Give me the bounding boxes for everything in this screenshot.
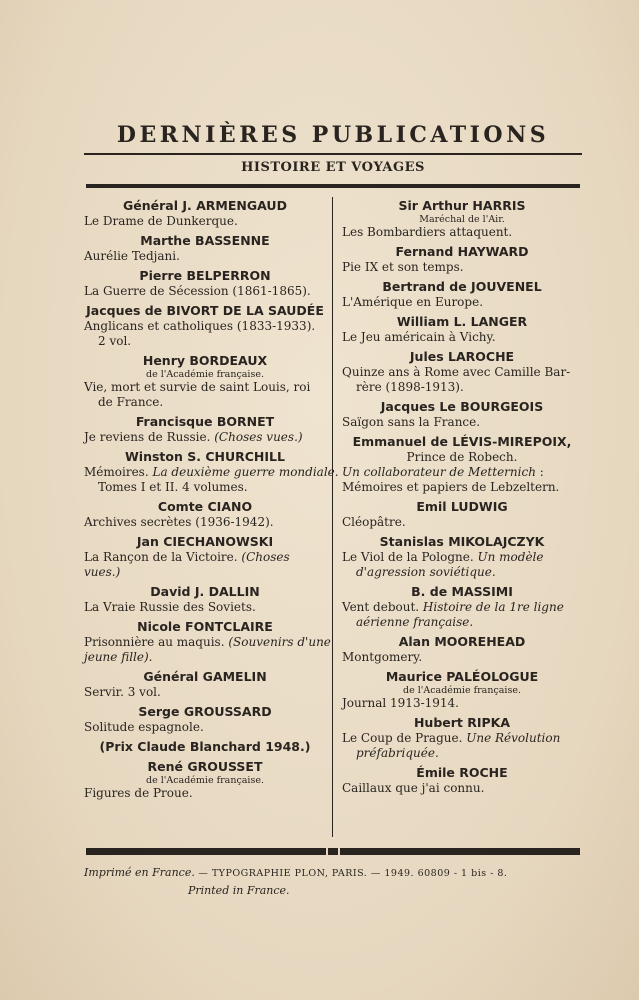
list-item (342, 434, 582, 495)
list-item (84, 704, 326, 735)
rule-gap (338, 848, 340, 855)
author-name: Nicole FONTCLAIRE (137, 619, 273, 634)
book-title: Saïgon sans la France. (342, 415, 481, 429)
author-name: Fernand HAYWARD (395, 244, 529, 259)
book-title: Caillaux que j'ai connu. (342, 781, 485, 795)
book-title: Vie, mort et survie de saint Louis, roi (84, 380, 311, 394)
author-name: Comte CIANO (157, 499, 253, 514)
book-title: Servir. 3 vol. (84, 685, 161, 699)
left-column (84, 198, 339, 805)
list-item (342, 669, 582, 711)
book-title (342, 731, 582, 746)
book-title-cont: 2 vol. (98, 334, 132, 348)
book-title-text: Prisonnière au maquis. (84, 635, 225, 649)
list-item (84, 534, 326, 580)
book-note: jeune fille). (84, 650, 153, 664)
title-rule (84, 153, 582, 155)
list-item (342, 499, 582, 530)
book-title: Archives secrètes (1936-1942). (84, 515, 274, 529)
book-title (84, 550, 326, 565)
book-title: Figures de Proue. (84, 786, 193, 800)
author-name: Alan MOOREHEAD (398, 634, 526, 649)
book-note: vues.) (84, 565, 121, 579)
book-title-cont (342, 565, 582, 580)
author-name: Jacques de BIVORT DE LA SAUDÉE (86, 303, 324, 318)
book-title: La Vraie Russie des Soviets. (84, 600, 256, 614)
section-subtitle: HISTOIRE ET VOYAGES (241, 160, 425, 175)
list-item (342, 765, 582, 796)
book-note: (Choses (241, 550, 290, 564)
list-item (342, 198, 582, 240)
list-item (84, 303, 326, 349)
book-title-text: : (539, 465, 544, 479)
author-name: Emmanuel de LÉVIS-MIREPOIX, (352, 434, 572, 449)
book-title: La Guerre de Sécession (1861-1865). (84, 284, 311, 298)
list-item (84, 669, 326, 700)
author-name: David J. DALLIN (150, 584, 260, 599)
author-name: Sir Arthur HARRIS (398, 198, 526, 213)
list-item (342, 279, 582, 310)
author-role: Maréchal de l'Air. (419, 214, 505, 225)
author-name: Général GAMELIN (143, 669, 267, 684)
book-note: La deuxième guerre mondiale. (152, 465, 339, 479)
book-title: Le Drame de Dunkerque. (84, 214, 238, 228)
author-name: Jacques Le BOURGEOIS (380, 399, 544, 414)
author-role: de l'Académie française. (146, 775, 264, 786)
imprint-footer (84, 864, 582, 899)
book-title-text: Le Coup de Prague. (342, 731, 463, 745)
author-name: Marthe BASSENNE (140, 233, 270, 248)
book-title-cont (84, 565, 326, 580)
author-name: Maurice PALÉOLOGUE (385, 669, 539, 684)
book-note: Un modèle (477, 550, 544, 564)
book-title: Cléopâtre. (342, 515, 406, 529)
book-title: Les Bombardiers attaquent. (342, 225, 513, 239)
book-title-cont: rère (1898-1913). (356, 380, 464, 394)
book-title (84, 465, 339, 480)
list-item (342, 534, 582, 580)
book-title-cont (84, 650, 326, 665)
book-title-cont (342, 746, 582, 761)
list-item (342, 349, 582, 395)
author-name: William L. LANGER (396, 314, 528, 329)
author-role: de l'Académie française. (403, 685, 521, 696)
book-title (342, 465, 582, 480)
list-item (342, 244, 582, 275)
book-title: L'Amérique en Europe. (342, 295, 484, 309)
book-title-cont: de France. (98, 395, 164, 409)
author-title: Prince de Robech. (406, 450, 518, 464)
book-title-cont (342, 615, 582, 630)
list-item (342, 584, 582, 630)
book-title-cont: Tomes I et II. 4 volumes. (98, 480, 248, 494)
book-note: d'agression soviétique. (356, 565, 496, 579)
imprint-line (84, 864, 582, 882)
list-item (84, 759, 326, 801)
book-note: aérienne française. (356, 615, 474, 629)
book-note: Histoire de la 1re ligne (422, 600, 564, 614)
book-title: Quinze ans à Rome avec Camille Bar- (342, 365, 571, 379)
list-item (84, 414, 326, 445)
author-name: Émile ROCHE (416, 765, 508, 780)
book-title (84, 430, 326, 445)
book-note: préfabriquée. (356, 746, 439, 760)
book-title: Aurélie Tedjani. (84, 249, 180, 263)
author-name: Emil LUDWIG (416, 499, 508, 514)
author-name: Winston S. CHURCHILL (125, 449, 285, 464)
list-item (84, 619, 331, 665)
book-title-cont: Mémoires et papiers de Lebzeltern. (342, 480, 560, 494)
author-name: Francisque BORNET (135, 414, 275, 429)
list-item (84, 584, 326, 615)
book-note: Un collaborateur de Metternich (342, 465, 536, 479)
book-title-text: La Rançon de la Victoire. (84, 550, 238, 564)
author-name: Général J. ARMENGAUD (123, 198, 287, 213)
list-item (84, 233, 326, 264)
author-name: B. de MASSIMI (411, 584, 513, 599)
list-item (84, 499, 326, 530)
rule-gap (326, 848, 328, 855)
book-title (84, 635, 331, 650)
book-title: Montgomery. (342, 650, 423, 664)
author-name: Serge GROUSSARD (138, 704, 272, 719)
book-title-text: Le Viol de la Pologne. (342, 550, 474, 564)
author-name: Henry BORDEAUX (142, 353, 268, 368)
page-title: DERNIÈRES PUBLICATIONS (116, 122, 550, 148)
section-rule (86, 184, 580, 188)
imprint-country: Imprimé en France. (84, 866, 195, 879)
book-note: (Choses vues.) (214, 430, 303, 444)
author-name: Hubert RIPKA (413, 715, 511, 730)
book-title: Le Jeu américain à Vichy. (342, 330, 496, 344)
right-column (342, 198, 582, 800)
column-divider (332, 197, 333, 837)
book-title: Pie IX et son temps. (342, 260, 464, 274)
list-item (84, 449, 339, 495)
book-title: Anglicans et catholiques (1833-1933). (84, 319, 316, 333)
author-name: Bertrand de JOUVENEL (382, 279, 542, 294)
book-title: Journal 1913-1914. (342, 696, 459, 710)
book-title-text: Mémoires. (84, 465, 149, 479)
book-note: (Souvenirs d'une (228, 635, 331, 649)
author-name: Jules LAROCHE (409, 349, 515, 364)
list-item (84, 353, 326, 410)
author-name: Pierre BELPERRON (139, 268, 271, 283)
list-item (84, 268, 326, 299)
author-role: de l'Académie française. (146, 369, 264, 380)
book-title (342, 550, 582, 565)
author-name: Stanislas MIKOLAJCZYK (379, 534, 545, 549)
book-title: Solitude espagnole. (84, 720, 204, 734)
author-name: Jan CIECHANOWSKI (136, 534, 274, 549)
list-item (342, 399, 582, 430)
book-title (342, 600, 582, 615)
list-item (342, 634, 582, 665)
list-item (84, 198, 326, 229)
author-name: René GROUSSET (147, 759, 263, 774)
footer-rule (86, 848, 580, 855)
book-note: Une Révolution (466, 731, 561, 745)
prize-note: (Prix Claude Blanchard 1948.) (99, 739, 311, 754)
imprint-english: Printed in France. (188, 884, 290, 897)
list-item (342, 314, 582, 345)
book-title-text: Vent debout. (342, 600, 420, 614)
imprint-details: — TYPOGRAPHIE PLON, PARIS. — 1949. 60809 - 1 bis - 8. (198, 868, 508, 879)
book-title-text: Je reviens de Russie. (84, 430, 211, 444)
list-item (342, 715, 582, 761)
